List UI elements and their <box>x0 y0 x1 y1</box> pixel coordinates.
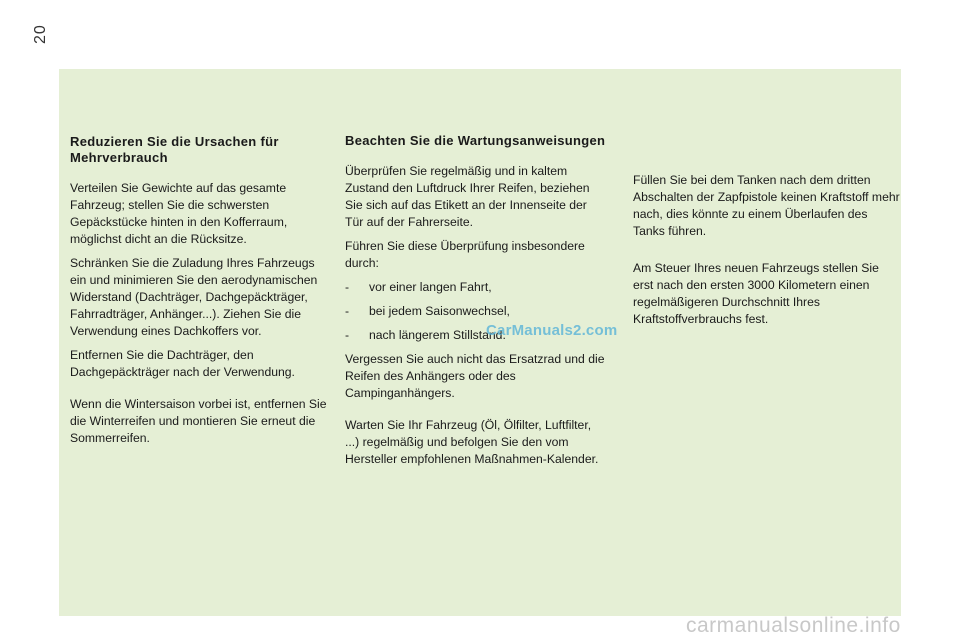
list-item <box>345 303 607 320</box>
dash-bullet: - <box>345 328 350 342</box>
column-fuel-consumption <box>70 134 332 454</box>
list-item <box>345 279 607 296</box>
paragraph: Vergessen Sie auch nicht das Ersatzrad und die Reifen des Anhängers oder des Campinganhängers. <box>345 352 605 400</box>
paragraph: Schränken Sie die Zuladung Ihres Fahrzeugs ein und minimieren Sie den aerodynamischen Widerstand (Dachträger, Dachgepäckträger, Fahrradträger, Anhänger...). Ziehen Sie die Verwendung eines Dachkoffers vor. <box>70 256 318 338</box>
paragraph: Wenn die Wintersaison vorbei ist, entfernen Sie die Winterreifen und montieren Sie erneut die Sommerreifen. <box>70 397 327 445</box>
column-driving-tips <box>633 172 901 335</box>
list-item-text: bei jedem Saisonwechsel, <box>369 304 510 318</box>
list-item-text: nach längerem Stillstand. <box>369 328 506 342</box>
paragraph: Am Steuer Ihres neuen Fahrzeugs stellen Sie erst nach den ersten 3000 Kilometern einen regelmäßigeren Durchschnitt Ihres Kraftstoffverbrauchs fest. <box>633 261 879 326</box>
watermark-carmanuals2: CarManuals2.com <box>486 322 618 339</box>
paragraph: Warten Sie Ihr Fahrzeug (Öl, Ölfilter, Luftfilter, ...) regelmäßig und befolgen Sie den vom Hersteller empfohlenen Maßnahmen-Kalender. <box>345 418 599 466</box>
dash-bullet: - <box>345 280 350 294</box>
list-item-text: vor einer langen Fahrt, <box>369 280 492 294</box>
watermark-carmanualsonline: carmanualsonline.info <box>686 614 901 637</box>
dash-bullet: - <box>345 304 350 318</box>
heading-reduce-consumption: Reduzieren Sie die Ursachen für Mehrverbrauch <box>70 134 279 165</box>
column-maintenance <box>345 133 607 475</box>
paragraph: Überprüfen Sie regelmäßig und in kaltem Zustand den Luftdruck Ihrer Reifen, beziehen Sie sich auf das Etikett an der Innenseite der Tür auf der Fahrerseite. <box>345 164 590 229</box>
paragraph: Verteilen Sie Gewichte auf das gesamte Fahrzeug; stellen Sie die schwersten Gepäckstücke hinten in den Kofferraum, möglichst dicht an die Rücksitze. <box>70 181 288 246</box>
paragraph: Füllen Sie bei dem Tanken nach dem dritten Abschalten der Zapfpistole keinen Kraftstoff mehr nach, dies könnte zu einem Überlaufen des Tanks führen. <box>633 173 900 238</box>
heading-maintenance: Beachten Sie die Wartungsanweisungen <box>345 133 606 148</box>
paragraph: Entfernen Sie die Dachträger, den Dachgepäckträger nach der Verwendung. <box>70 348 295 379</box>
paragraph: Führen Sie diese Überprüfung insbesondere durch: <box>345 239 585 270</box>
page-number: 20 <box>32 24 49 44</box>
